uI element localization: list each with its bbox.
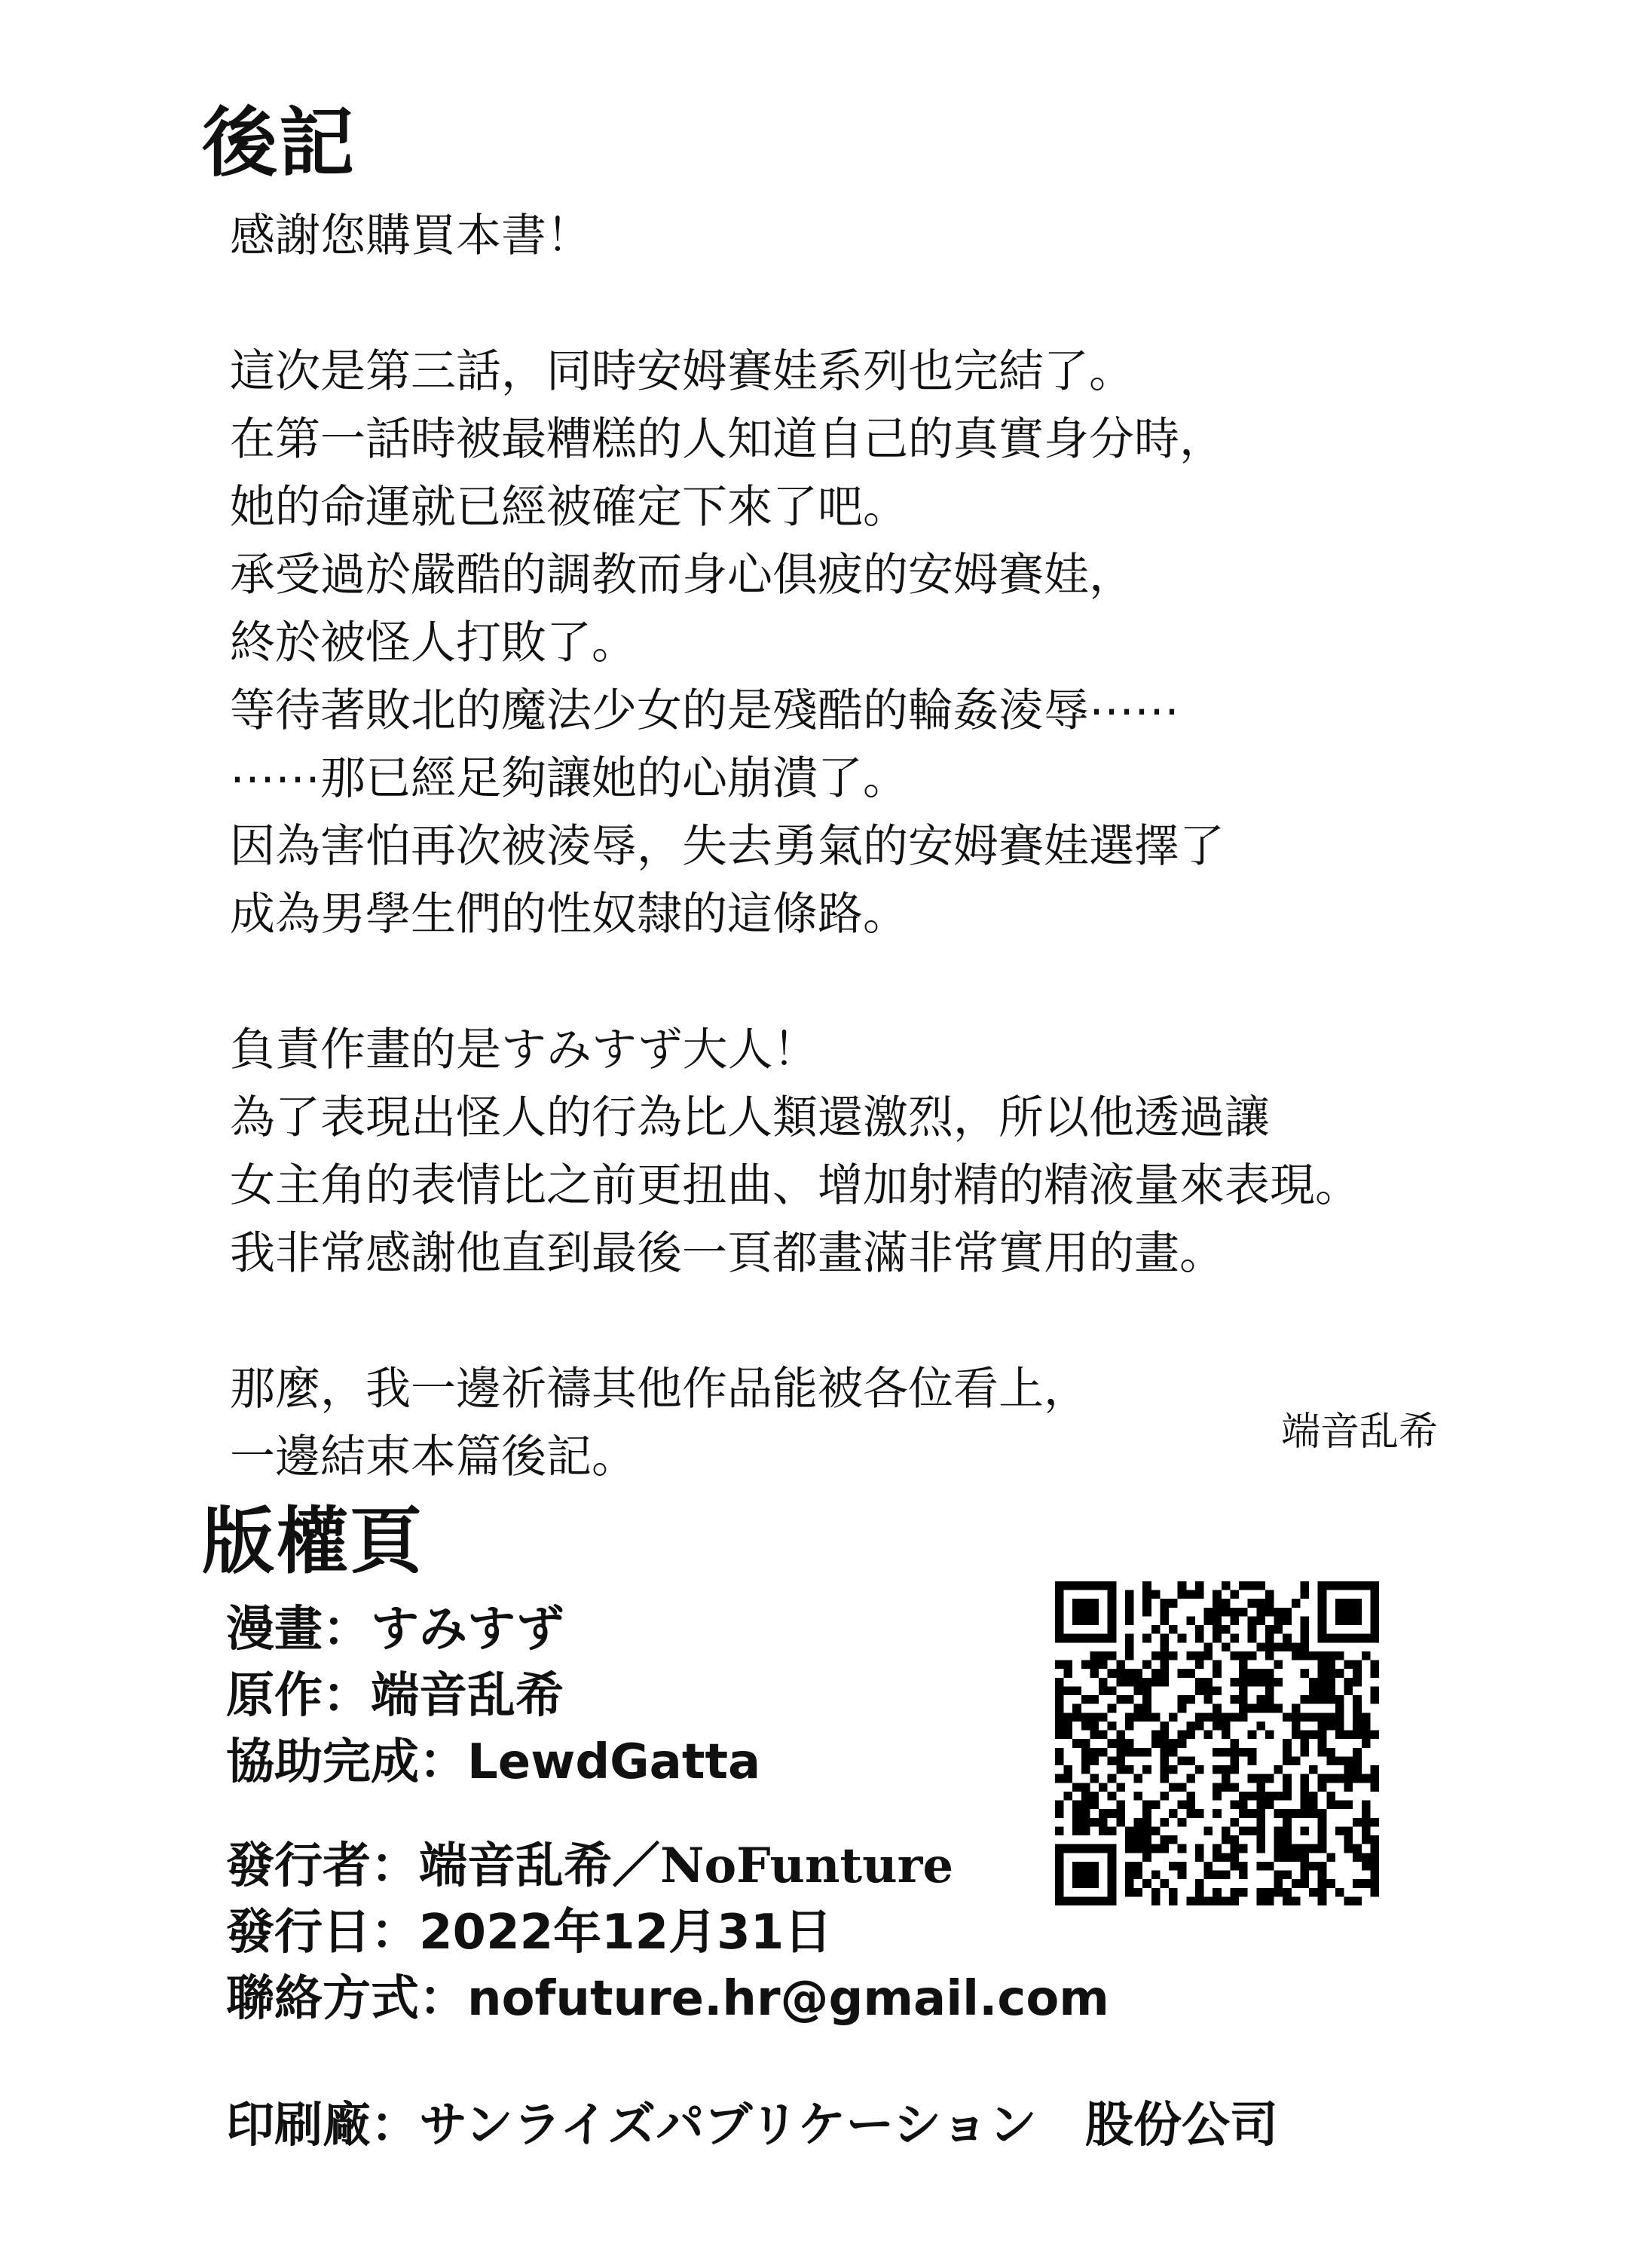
- credit-value: 端音乱希: [371, 1667, 564, 1724]
- credit-row: [226, 1966, 1278, 2032]
- afterword-line: ⋯⋯那已經足夠讓她的心崩潰了。: [230, 752, 908, 805]
- credit-value: すみすず: [371, 1602, 564, 1657]
- copyright-heading: 版權頁: [202, 1499, 424, 1584]
- credit-value: サンライズパブリケーション 股份公司: [419, 2098, 1278, 2153]
- afterword-line: 終於被怪人打敗了。: [230, 617, 637, 669]
- afterword-line: 這次是第三話，同時安姆賽娃系列也完結了。: [230, 345, 1134, 398]
- author-signature: 端音乱希: [1280, 1409, 1438, 1455]
- afterword-line: 成為男學生們的性奴隸的這條路。: [230, 888, 908, 941]
- afterword-line: 因為害怕再次被淩辱，失去勇氣的安姆賽娃選擇了: [230, 820, 1225, 873]
- afterword-line: 承受過於嚴酷的調教而身心俱疲的安姆賽娃，: [230, 549, 1134, 601]
- qr-code-icon: [1055, 1581, 1379, 1905]
- afterword-body: [230, 202, 1586, 1491]
- credit-value: 端音乱希／NoFunture: [419, 1838, 954, 1894]
- credit-row: [226, 2092, 1278, 2159]
- credit-label: 印刷廠 ：: [226, 2098, 419, 2153]
- afterword-line: 負責作畫的是すみすず大人！: [230, 1024, 818, 1076]
- credit-label: 原作 ：: [226, 1668, 371, 1724]
- afterword-line: 為了表現出怪人的行為比人類還激烈，所以他透過讓: [230, 1091, 1270, 1144]
- credit-value: nofuture.hr@gmail.com: [467, 1971, 1109, 2027]
- credit-label: 聯絡方式 ：: [226, 1971, 467, 2027]
- afterword-heading: 後記: [202, 99, 356, 187]
- credit-value: 2022年12月31日: [419, 1905, 833, 1960]
- afterword-paragraph: [230, 338, 1586, 948]
- afterword-line: 她的命運就已經被確定下來了吧。: [230, 481, 908, 534]
- afterword-line: 女主角的表情比之前更扭曲、增加射精的精液量來表現。: [230, 1159, 1360, 1212]
- credit-label: 發行日 ：: [226, 1905, 419, 1960]
- afterword-line: 等待著敗北的魔法少女的是殘酷的輪姦淩辱⋯⋯: [230, 684, 1179, 737]
- afterword-line: 在第一話時被最糟糕的人知道自己的真實身分時，: [230, 413, 1225, 466]
- credit-label: 漫畫 ：: [226, 1602, 371, 1657]
- afterword-line: 我非常感謝他直到最後一頁都畫滿非常實用的畫。: [230, 1227, 1225, 1280]
- afterword-paragraph: [230, 1016, 1586, 1287]
- credit-spacer: [226, 2032, 1278, 2092]
- credit-label: 協助完成 ：: [226, 1734, 467, 1790]
- credit-row: [226, 1899, 1278, 1966]
- credit-value: LewdGatta: [467, 1734, 761, 1790]
- afterword-line: 感謝您購買本書！: [230, 210, 592, 262]
- afterword-paragraph: [230, 202, 1586, 270]
- afterword-line: 一邊結束本篇後記。: [230, 1431, 637, 1483]
- afterword-line: 那麼，我一邊祈禱其他作品能被各位看上，: [230, 1363, 1089, 1416]
- credit-label: 發行者 ：: [226, 1838, 419, 1894]
